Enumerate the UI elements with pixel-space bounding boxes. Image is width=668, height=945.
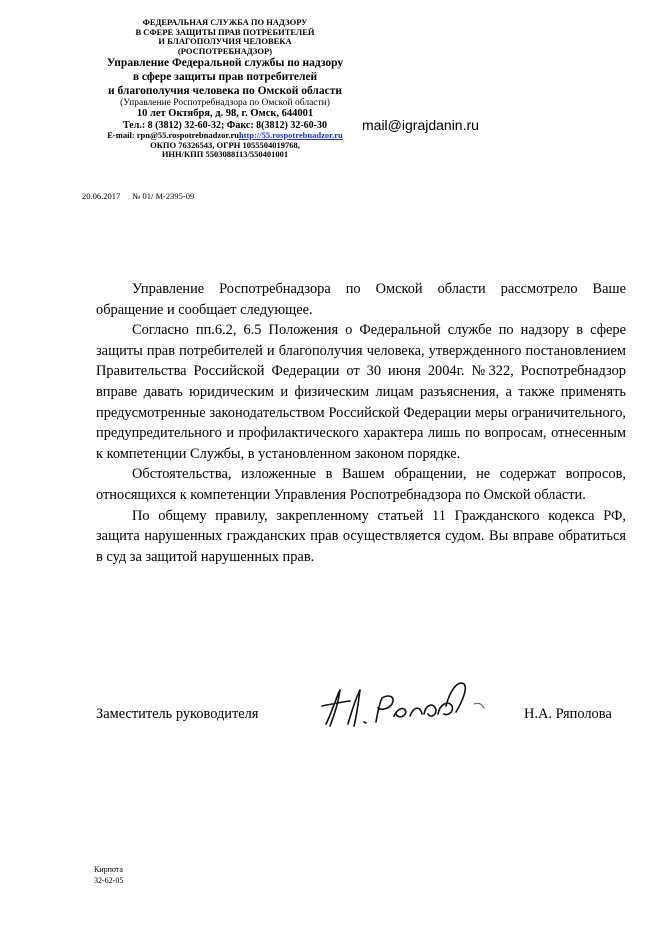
website-link[interactable]: http://55.rospotrebnadzor.ru (238, 130, 343, 141)
paragraph-3: Обстоятельства, изложенные в Вашем обращении, не содержат вопросов, относящихся к компетенции Управления Роспотребнадзора по Омской области. (96, 466, 626, 503)
letterhead (80, 18, 370, 160)
agency-name-line1: ФЕДЕРАЛЬНАЯ СЛУЖБА ПО НАДЗОРУ (142, 17, 308, 27)
agency-name-line3: И БЛАГОПОЛУЧИЯ ЧЕЛОВЕКА (158, 36, 292, 47)
executor-name: Кирпота (94, 865, 123, 874)
department-short-name: (Управление Роспотребнадзора по Омской области) (120, 97, 330, 108)
agency-abbreviation: (РОСПОТРЕБНАДЗОР) (177, 45, 273, 56)
executor-phone: 32-62-05 (94, 876, 124, 885)
department-name-line2: в сфере защиты прав потребителей (132, 70, 318, 83)
letter-date: 20.06.2017 (82, 191, 121, 201)
agency-name-line2: В СФЕРЕ ЗАЩИТЫ ПРАВ ПОТРЕБИТЕЛЕЙ (135, 26, 315, 37)
executor-info (94, 864, 123, 886)
paragraph-2: Согласно пп.6.2, 6.5 Положения о Федеральной службе по надзору в сфере защиты прав потребителей и благополучия человека, утвержденного постановлением Правительства Российской Федерации от 30 июня 2004г. №322, Роспотребнадзор вправе давать юридическим и физическим лицам разъяснения, а также применять предусмотренные законодательством Российской Федерации меры ограничительного, предупредительного и профилактического характера лишь по вопросам, отнесенным к компетенции Службы, в установленном законом порядке. (96, 322, 626, 462)
recipient-email: mail@igrajdanin.ru (362, 117, 479, 133)
inn-kpp: ИНН/КПП 5503088113/550401001 (161, 149, 289, 160)
department-name-line1: Управление Федеральной службы по надзору (106, 57, 344, 70)
signatory-name: Н.А. Ряполова (524, 706, 612, 722)
okpo-ogrn: ОКПО 76326543, ОГРН 1055504019768, (150, 139, 300, 150)
postal-address: 10 лет Октября, д. 98, г. Омск, 644001 (136, 108, 314, 120)
phone-fax: Тел.: 8 (3812) 32-60-32; Факс: 8(3812) 32-60-30 (122, 120, 327, 132)
outgoing-reference (82, 191, 194, 201)
handwritten-signature (318, 676, 498, 736)
signatory-title: Заместитель руководителя (96, 706, 259, 722)
letter-body (96, 279, 626, 567)
paragraph-4: По общему правилу, закрепленному статьей 11 Гражданского кодекса РФ, защита нарушенных гражданских прав осуществляется судом. Вы вправе обратиться в суд за защитой нарушенных прав. (96, 507, 626, 565)
paragraph-1: Управление Роспотребнадзора по Омской области рассмотрело Ваше обращение и сообщает следующее. (96, 281, 626, 318)
email-text: E-mail: rpn@55.rospotrebnadzor.ru (107, 130, 239, 141)
letter-number: № 01/ М-2395-09 (132, 191, 195, 201)
department-name-line3: и благополучия человека по Омской области (107, 84, 343, 97)
